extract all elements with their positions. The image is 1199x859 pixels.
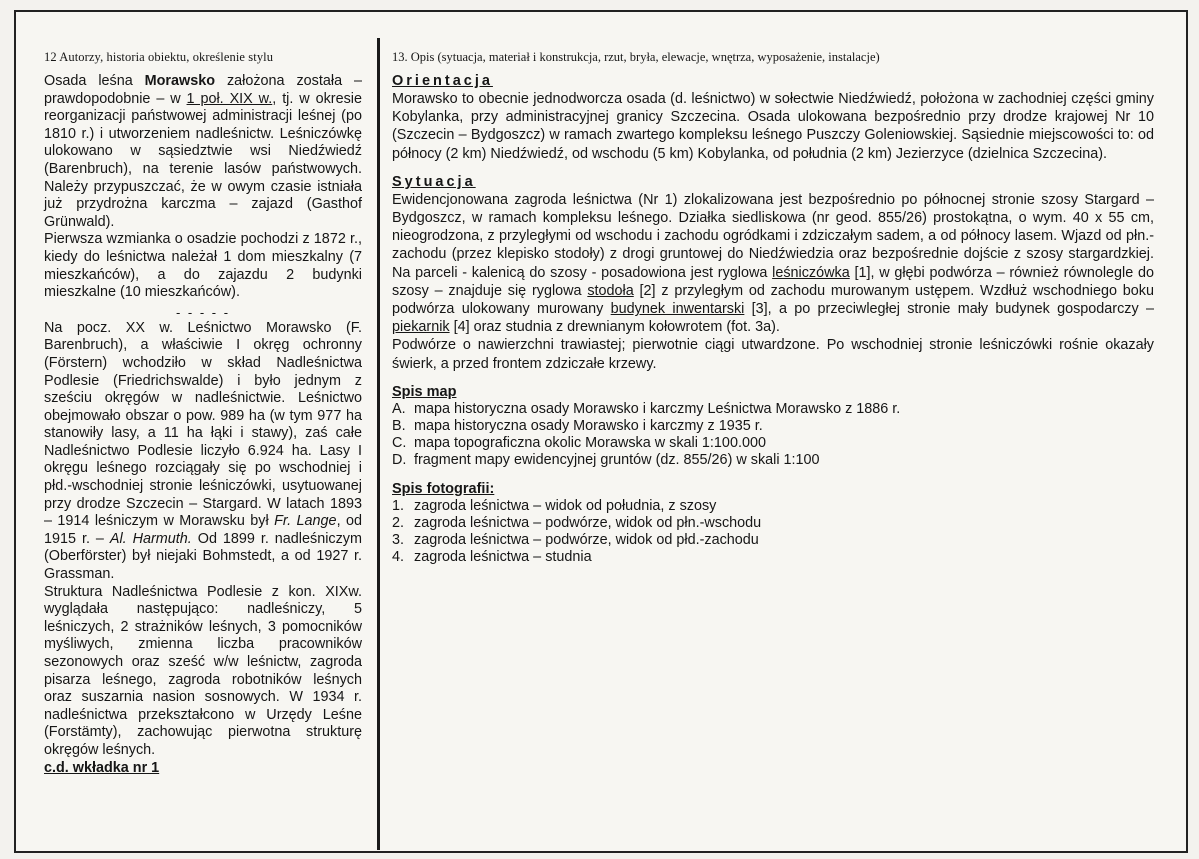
paragraph-sytuacja [392,191,1154,337]
paragraph-podworze: Podwórze o nawierzchni trawiastej; pierwotnie ciągi utwardzone. Po wschodniej stronie leśniczówki rośnie okazały świerk, a przed frontem zdziczałe krzewy. [392,337,1154,372]
list-item: 3. zagroda leśnictwa – podwórze, widok od płd.-zachodu [392,532,759,549]
right-section-header: 13. Opis (sytuacja, materiał i konstrukcja, rzut, bryła, elewacje, wnętrza, wyposażenie, instalacje) [392,50,880,64]
person-name-italic: Fr. Lange [274,513,337,530]
text-run: założona została – prawdopodobnie – w [44,73,362,107]
building-ref-piekarnik: piekarnik [392,319,450,336]
text-run: Od 1899 r. nadleśniczym (Oberförster) był niejaki Bohmstedt, a od 1927 r. Grassman. [44,530,362,583]
heading-sytuacja: Sytuacja [392,173,476,190]
text-run: Ewidencjonowana zagroda leśnictwa (Nr 1) zlokalizowana jest bezpośrednio po północnej stronie szosy Stargard – Bydgoszcz, w ramach kompleksu leśnego. Działka siedliskowa (nr geod. 855/26) prostokątna, o wym. 40 x 55 cm, nieogrodzona, z przyległymi od wschodu i zachodu ogródkami i zdziczałym sadem, a od północy lasem. Wjazd od płn.-zachodu (przez klepisko stodoły) z drogi gruntowej do Niedźwiedzia oraz bezpośrednie dojście z szosy stargardzkiej. Na parceli - kalenicą do szosy - posadowiona jest ryglowa [392,191,1154,281]
map-list [392,401,1154,470]
text-run: [3], a po przeciwległej stronie mały budynek gospodarczy – [744,301,1154,318]
heading-spis-fotografii: Spis fotografii: [392,480,495,497]
text-run: [2] z przyległym od zachodu murowanym ustępem. Wzdłuż wschodniego boku podwórza ulokowany murowany [392,282,1154,318]
right-column [392,50,1154,566]
text-run: Na pocz. XX w. Leśnictwo Morawsko (F. Barenbruch), a właściwie I okręg ochronny (Förstern) wchodziło w skład Nadleśnictwa Podlesie (Friedrichswalde) i było jednym z sześciu okręgów w nadleśnictwie. Leśnictwo obejmowało obszar o pow. 989 ha (w tym 977 ha stanowiły lasy, a 11 ha łąki i stawy), zaś całe Nadleśnictwo Podlesie liczyło 6.924 ha. Lasy I okręgu leśnego rozciągały się po wschodniej i płd.-wschodniej stronie leśniczówki, usytuowanej przy drodze Szczecin – Stargard. W latach 1893 – 1914 leśniczym w Morawsku był [44,319,362,530]
left-section-header: 12 Autorzy, historia obiektu, określenie stylu [44,50,274,64]
heading-spis-map: Spis map [392,383,457,400]
building-ref-lesniczowka: leśniczówka [772,264,850,281]
paragraph-structure: Struktura Nadleśnictwa Podlesie z kon. XIXw. wyglądała następująco: nadleśniczy, 5 leśniczych, 2 strażników leśnych, 3 pomocników myśliwych, zmienna liczba pracowników sezonowych oraz sześć w/w leśnictw, zagroda pisarza leśnego, zagroda robotników leśnych oraz suszarnia nasion sosnowych. W 1934 r. nadleśnictwa przekształcono w Urzędy Leśne (Forstämty), zachowując pierwotna strukturę okręgów leśnych. [44,583,362,758]
list-item: D. fragment mapy ewidencyjnej gruntów (dz. 855/26) w skali 1:100 [392,452,820,469]
list-item: C. mapa topograficzna okolic Morawska w skali 1:100.000 [392,435,766,452]
paragraph-founding [44,73,362,231]
paragraph-orientacja: Morawsko to obecnie jednodworcza osada (d. leśnictwo) w sołectwie Niedźwiedź, położona w zachodniej części gminy Kobylanka, przy administracyjnej granicy Szczecina. Osada ulokowana bezpośrednio przy drodze krajowej Nr 10 (Szczecin – Bydgoszcz) w ramach zwartego kompleksu leśnego Puszczy Goleniowskiej. Sąsiednie miejscowości to: od północy (2 km) Niedźwiedź, od wschodu (5 km) Kobylanka, od południa (2 km) Jezierzyce (dzielnica Szczecina). [392,91,1154,162]
paragraph-20th-century [44,320,362,584]
text-run: Osada leśna [44,73,145,89]
separator: - - - - - [175,304,231,320]
list-item: 4. zagroda leśnictwa – studnia [392,549,592,566]
date-underlined: 1 poł. XIX w. [186,90,273,107]
left-column [44,50,362,777]
list-item: 2. zagroda leśnictwa – podwórze, widok od płn.-wschodu [392,514,762,531]
text-run: [1], w głębi podwórza – również równolegle do szosy – znajduje się ryglowa [392,264,1154,299]
person-name-italic: Al. Harmuth. [109,530,192,547]
building-ref-stodola: stodoła [587,282,634,299]
text-run: , od 1915 r. – [44,513,362,547]
place-name-bold: Morawsko [144,73,216,89]
column-divider [377,38,380,850]
list-item: B. mapa historyczna osady Morawsko i karczmy z 1935 r. [392,418,763,435]
heading-orientacja: Orientacja [392,73,493,89]
paragraph-first-mention: Pierwsza wzmianka o osadzie pochodzi z 1872 r., kiedy do leśnictwa należał 1 dom mieszkalny (7 mieszkańców), a do zajazdu 2 budynki mieszkalne (10 mieszkańców). [44,231,362,301]
list-item: A. mapa historyczna osady Morawsko i karczmy Leśnictwa Morawsko z 1886 r. [392,400,901,417]
building-ref-inwentarski: budynek inwentarski [610,301,745,318]
continued-note: c.d. wkładka nr 1 [44,759,160,776]
text-run: , tj. w okresie reorganizacji państwowej administracji leśnej (po 1810 r.) i utworzeniem nadleśnictw. Leśniczówkę ulokowano w sąsiedztwie wsi Niedźwiedź (Barenbruch), na terenie lasów państwowych. Należy przypuszczać, że w owym czasie istniała już przydrożna karczma – zajazd (Gasthof Grünwald). [44,90,362,230]
text-run: [4] oraz studnia z drewnianym kołowrotem (fot. 3a). [449,319,780,336]
list-item: 1. zagroda leśnictwa – widok od południa, z szosy [392,497,717,514]
photo-list [392,498,1154,567]
